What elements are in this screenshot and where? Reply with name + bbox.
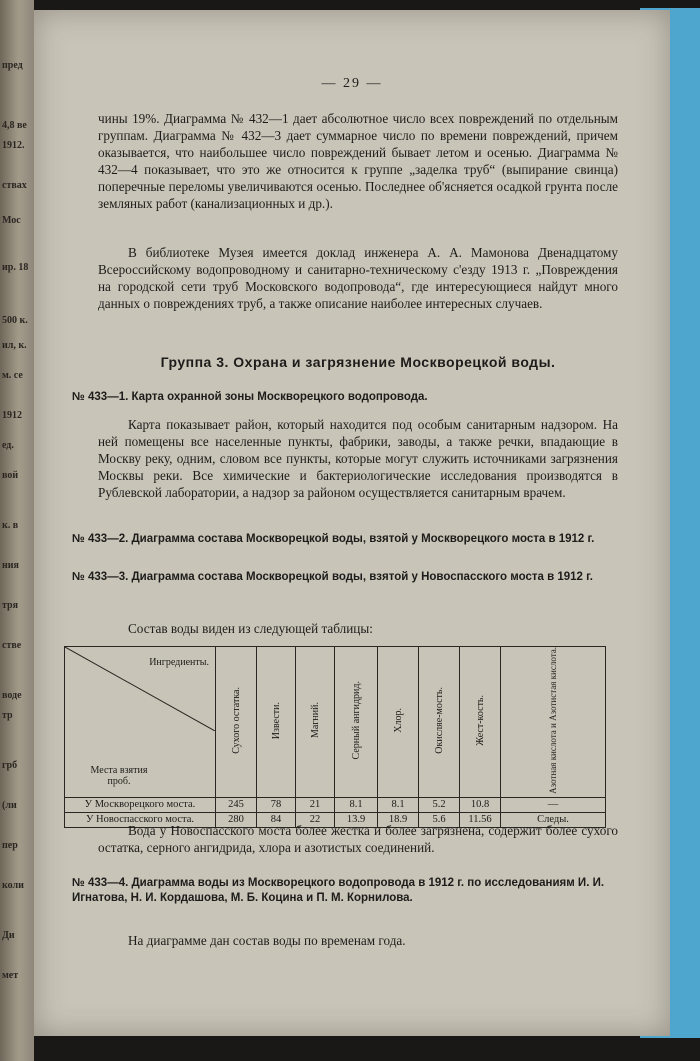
facing-page-text: (ли	[2, 800, 17, 811]
facing-page-text: ед.	[2, 440, 14, 451]
table-cell: 5.6	[419, 812, 460, 827]
column-header-hardness: Жест-кость.	[474, 695, 486, 746]
facing-page-fragment	[0, 0, 34, 1061]
paragraph-1-text: чины 19%. Диаграмма № 432—1 дает абсолютное число всех повреждений по отдельным группам. Диаграмма № 432—3 дает суммарное число по времени повреждений, причем оказывается, что наибольшее число повреждений бывает летом и осенью. Диаграмма № 432—4 показывает, что это же относится к группе „заделка труб“ (выпирание свинца) поперечные переломы увеличиваются осенью. Последнее об'ясняется осадкой грунта после земляных работ (канализационных и др.).	[98, 111, 618, 211]
table-cell: 245	[216, 797, 257, 812]
item-433-3-text: № 433—3. Диаграмма состава Москворецкой воды, взятой у Новоспасского моста в 1912 г.	[72, 571, 593, 583]
table-cell: 8.1	[378, 797, 419, 812]
facing-page-text: мет	[2, 970, 19, 981]
paragraph-comparison	[98, 822, 618, 856]
table-cell: 5.2	[419, 797, 460, 812]
column-header	[335, 647, 378, 798]
table-cell: 21	[296, 797, 335, 812]
table-cell: 18.9	[378, 812, 419, 827]
column-header-magnesium: Магний.	[309, 702, 321, 739]
column-header-lime: Извести.	[270, 701, 282, 739]
row-place-novospassky: У Новоспасского моста.	[65, 812, 216, 827]
column-header	[216, 647, 257, 798]
table-cell: 280	[216, 812, 257, 827]
item-433-4	[72, 876, 620, 906]
table-cell: 78	[257, 797, 296, 812]
document-page	[34, 10, 670, 1036]
facing-page-text: 4,8 ве	[2, 120, 27, 131]
group-heading: Группа 3. Охрана и загрязнение Москворецкой воды.	[160, 354, 556, 370]
table-cell: Следы.	[501, 812, 606, 827]
water-composition-table	[64, 646, 606, 828]
paragraph-2-text: В библиотеке Музея имеется доклад инженера А. А. Мамонова Двенадцатому Всероссийскому водопроводному и санитарно-техническому с'езду 1913 г. „Повреждения на городской сети труб Московского водопровода“, где интересующиеся найдут много данных о повреждениях труб, а также описание наиболее интересных случаев.	[98, 245, 618, 311]
column-header-nitric-acid: Азотная кислота и Азотистая кислота.	[547, 647, 558, 794]
facing-page-text: тря	[2, 600, 19, 611]
page-number: — 29 —	[321, 76, 383, 91]
table-intro	[98, 620, 618, 637]
facing-page-text: тр	[2, 710, 13, 721]
table-cell: 84	[257, 812, 296, 827]
column-header-sulfuric-anhydride: Серный ангидрид.	[350, 681, 362, 760]
facing-page-text: пред	[2, 60, 23, 71]
corner-places-label: Места взятия проб.	[90, 764, 148, 787]
facing-page-text: 1912	[2, 410, 22, 421]
paragraph-5-text: На диаграмме дан состав воды по временам года.	[128, 933, 406, 948]
table-header-row	[65, 647, 606, 798]
table-cell: 10.8	[460, 797, 501, 812]
table-corner-cell	[65, 647, 216, 798]
facing-page-text: стве	[2, 640, 22, 651]
column-header	[460, 647, 501, 798]
facing-page-text: Мос	[2, 215, 21, 226]
facing-page-text: ния	[2, 560, 19, 571]
paragraph-library-report	[98, 244, 618, 312]
facing-page-text: ир. 18	[2, 262, 29, 273]
column-header	[257, 647, 296, 798]
table-row	[65, 797, 606, 812]
table-intro-text: Состав воды виден из следующей таблицы:	[128, 621, 373, 636]
facing-page-text: вой	[2, 470, 19, 481]
facing-page-text: м. се	[2, 370, 23, 381]
paragraph-map-description	[98, 416, 618, 501]
table-cell: 13.9	[335, 812, 378, 827]
facing-page-text: воде	[2, 690, 22, 701]
column-header-oxidizability: Окисляе-мость.	[433, 687, 445, 754]
paragraph-damage-diagrams	[98, 110, 618, 212]
item-433-2-text: № 433—2. Диаграмма состава Москворецкой воды, взятой у Москворецкого моста в 1912 г.	[72, 533, 595, 545]
column-header	[296, 647, 335, 798]
facing-page-text: пер	[2, 840, 18, 851]
paragraph-4-text: Вода у Новоспасского моста более жестка и более загрязнена, содержит более сухого остатка, серного ангидрида, хлора и азотистых соединений.	[98, 823, 618, 855]
facing-page-text: ствах	[2, 180, 27, 191]
item-433-3	[72, 570, 620, 585]
facing-page-text: грб	[2, 760, 18, 771]
row-place-moskvoretsky: У Москворецкого моста.	[65, 797, 216, 812]
facing-page-text: 500 к.	[2, 315, 28, 326]
facing-page-text: Ди	[2, 930, 15, 941]
table-cell: —	[501, 797, 606, 812]
table-cell: 11.56	[460, 812, 501, 827]
item-433-1: № 433—1. Карта охранной зоны Москворецкого водопровода.	[72, 391, 428, 403]
item-433-2	[72, 532, 620, 547]
column-header-dry-residue: Сухого остатка.	[230, 687, 242, 754]
column-header	[378, 647, 419, 798]
column-header	[501, 647, 606, 798]
facing-page-text: коли	[2, 880, 24, 891]
facing-page-text: к. в	[2, 520, 19, 531]
table-cell: 8.1	[335, 797, 378, 812]
column-header	[419, 647, 460, 798]
column-header-chlorine: Хлор.	[392, 708, 404, 733]
facing-page-text: 1912.	[2, 140, 25, 151]
item-433-4-text: № 433—4. Диаграмма воды из Москворецкого водопровода в 1912 г. по исследованиям И. И. Игнатова, Н. И. Кордашова, М. Б. Коцина и П. М. Корнилова.	[72, 877, 605, 904]
corner-ingredients-label: Ингредиенты.	[149, 657, 209, 668]
facing-page-text: ил, к.	[2, 340, 27, 351]
paragraph-3-text: Карта показывает район, который находится под особым санитарным надзором. На ней помещены все населенные пункты, фабрики, заводы, а также речки, впадающие в Москву реку, одним, словом все пункты, которые могут служить источниками загрязнения Москвы реки. Все химические и бактериологические исследования производятся в Рублевской лаборатории, а надзор за районом осуществляется санитарным врачем.	[98, 417, 618, 500]
table-cell: 22	[296, 812, 335, 827]
paragraph-seasons	[98, 932, 618, 949]
